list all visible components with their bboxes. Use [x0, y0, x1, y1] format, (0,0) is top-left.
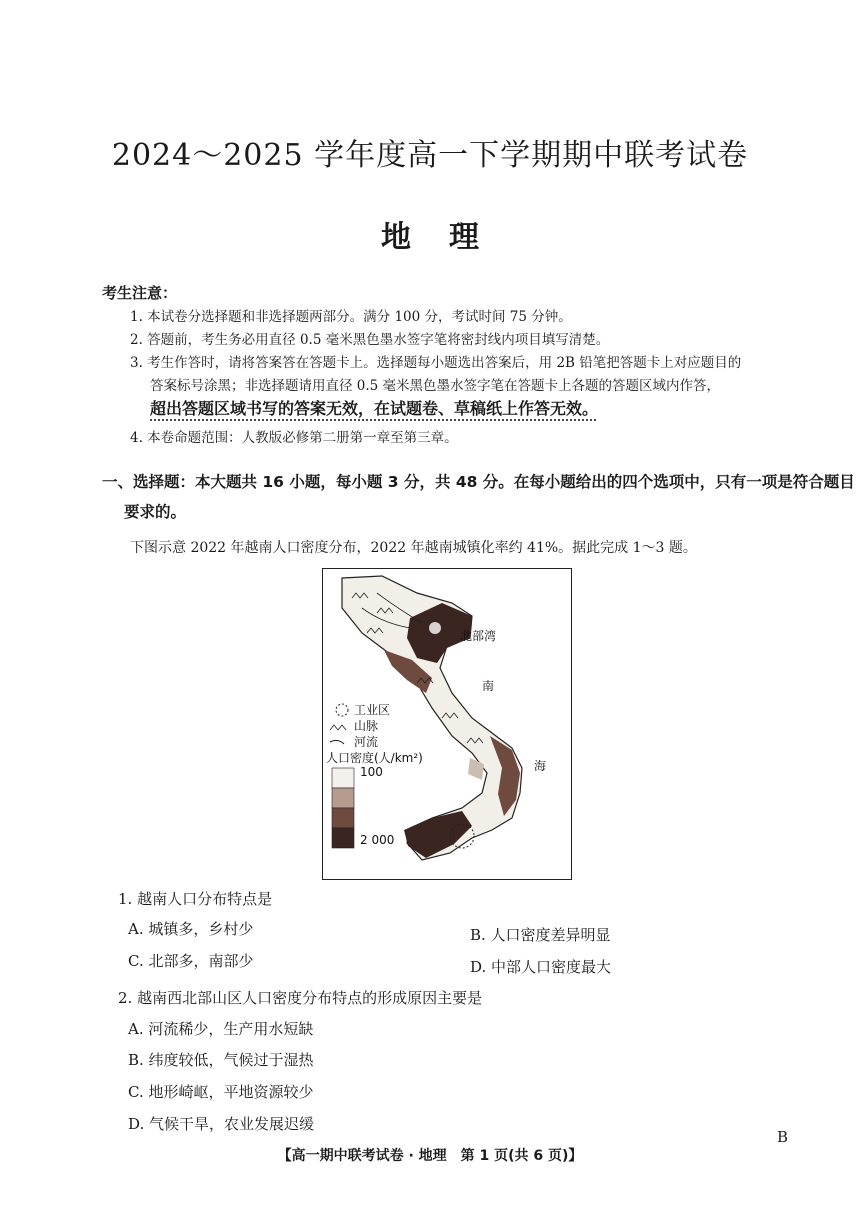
legend-min: 100: [360, 765, 383, 779]
legend-river: 河流: [354, 735, 379, 749]
legend-density-title: 人口密度(人/km²): [326, 751, 423, 765]
question-1-stem: 1. 越南人口分布特点是: [118, 890, 273, 908]
question-1-option-d[interactable]: D. 中部人口密度最大: [470, 958, 612, 976]
label-gulf: 北部湾: [460, 629, 497, 643]
question-1-option-a[interactable]: A. 城镇多，乡村少: [128, 920, 254, 938]
notice-item-3-cont: 答案标号涂黑；非选择题请用直径 0.5 毫米黑色墨水签字笔在答题卡上各题的答题区域内作答，: [150, 378, 721, 394]
legend-industrial: 工业区: [354, 703, 391, 717]
legend-mountain: 山脉: [354, 719, 379, 733]
section-heading: 一、选择题：本大题共 16 小题，每小题 3 分，共 48 分。在每小题给出的四个选项中，只有一项是符合题目: [102, 473, 855, 491]
version-mark: B: [777, 1128, 789, 1146]
legend-max: 2 000: [360, 833, 395, 847]
question-2-option-a[interactable]: A. 河流稀少，生产用水短缺: [128, 1020, 314, 1038]
notice-item-2: 2. 答题前，考生务必用直径 0.5 毫米黑色墨水签字笔将密封线内项目填写清楚。: [130, 332, 610, 348]
notice-item-4: 4. 本卷命题范围：人教版必修第二册第一章至第三章。: [130, 430, 458, 446]
notice-heading: 考生注意：: [102, 284, 178, 302]
exam-title: 2024～2025 学年度高一下学期期中联考试卷: [111, 138, 749, 173]
label-sea: 海: [534, 759, 547, 773]
label-south: 南: [482, 679, 495, 693]
notice-item-3-emphasis: 超出答题区域书写的答案无效，在试题卷、草稿纸上作答无效。: [150, 399, 599, 418]
question-2-option-b[interactable]: B. 纬度较低，气候过于湿热: [128, 1051, 314, 1069]
section-heading-cont: 要求的。: [124, 503, 187, 521]
notice-item-1: 1. 本试卷分选择题和非选择题两部分。满分 100 分，考试时间 75 分钟。: [130, 309, 572, 325]
question-2-option-c[interactable]: C. 地形崎岖，平地资源较少: [128, 1083, 314, 1101]
hanoi-industrial-icon: [429, 622, 441, 634]
question-1-option-b[interactable]: B. 人口密度差异明显: [470, 926, 611, 944]
subject-title: 地理: [381, 220, 517, 255]
question-intro: 下图示意 2022 年越南人口密度分布，2022 年越南城镇化率约 41%。据此完成 1～3 题。: [130, 540, 697, 556]
notice-item-3: 3. 考生作答时，请将答案答在答题卡上。选择题每小题选出答案后，用 2B 铅笔把答题卡上对应题目的: [130, 355, 742, 371]
vietnam-density-map: [322, 568, 572, 880]
question-2-option-d[interactable]: D. 气候干旱，农业发展迟缓: [128, 1115, 315, 1133]
question-1-option-c[interactable]: C. 北部多，南部少: [128, 952, 254, 970]
question-2-stem: 2. 越南西北部山区人口密度分布特点的形成原因主要是: [118, 989, 483, 1007]
page-footer: 【高一期中联考试卷 · 地理 第 1 页(共 6 页)】: [277, 1148, 583, 1164]
